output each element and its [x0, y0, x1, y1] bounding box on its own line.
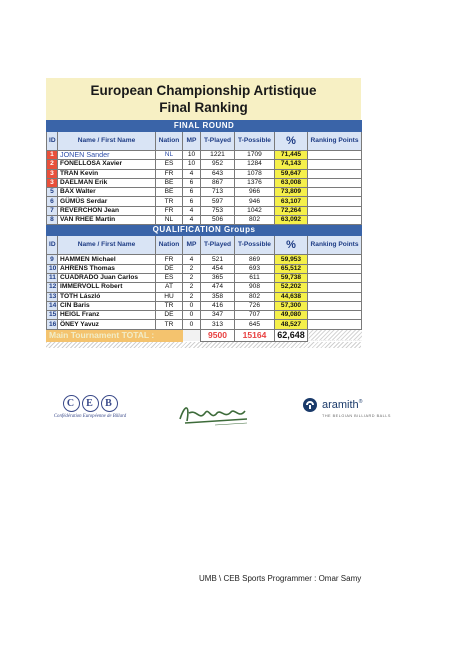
ranking-points-cell — [308, 160, 362, 169]
rank-cell: 9 — [47, 255, 58, 264]
percent-cell: 49,080 — [275, 311, 308, 320]
final-round-band — [47, 121, 362, 132]
ranking-points-cell — [308, 151, 362, 160]
player-name-cell: VAN RHEE Martin — [58, 216, 156, 225]
aramith-name — [322, 399, 362, 411]
player-name-cell: GÜMÜS Serdar — [58, 197, 156, 206]
title-line-1: European Championship Artistique — [90, 83, 317, 98]
header-tpossible: T-Possible — [235, 236, 275, 255]
qualification-header-row — [47, 236, 362, 255]
tplayed-cell: 506 — [201, 216, 235, 225]
tpossible-cell: 1376 — [235, 178, 275, 187]
percent-cell: 65,512 — [275, 264, 308, 273]
tpossible-cell: 802 — [235, 292, 275, 301]
final-round-label: FINAL ROUND — [47, 121, 362, 132]
player-name-cell: CUADRADO Juan Carlos — [58, 273, 156, 282]
title-box — [46, 78, 361, 120]
tplayed-cell: 713 — [201, 188, 235, 197]
ranking-points-cell — [308, 292, 362, 301]
ranking-points-cell — [308, 169, 362, 178]
tpossible-cell: 1709 — [235, 151, 275, 160]
tpossible-cell: 946 — [235, 197, 275, 206]
percent-cell: 73,809 — [275, 188, 308, 197]
ranking-sheet — [46, 78, 361, 348]
nation-cell: AT — [156, 283, 183, 292]
player-name-cell: ÖNEY Yavuz — [58, 320, 156, 329]
tplayed-cell: 952 — [201, 160, 235, 169]
tplayed-cell: 416 — [201, 301, 235, 310]
player-name-cell: FONELLOSA Xavier — [58, 160, 156, 169]
nation-cell: DE — [156, 311, 183, 320]
tpossible-cell: 966 — [235, 188, 275, 197]
nation-cell: BE — [156, 178, 183, 187]
mp-cell: 2 — [183, 292, 201, 301]
percent-cell: 48,527 — [275, 320, 308, 329]
aramith-registered: ® — [358, 399, 363, 405]
nation-cell: TR — [156, 301, 183, 310]
mp-cell: 2 — [183, 273, 201, 282]
percent-cell: 57,300 — [275, 301, 308, 310]
rank-cell: 1 — [47, 151, 58, 160]
table-row — [47, 273, 362, 282]
header-id: ID — [47, 132, 58, 151]
rank-cell: 11 — [47, 273, 58, 282]
player-name-cell: JONEN Sander — [58, 151, 156, 160]
final-header-row — [47, 132, 362, 151]
mp-cell: 4 — [183, 206, 201, 215]
sponsor-logos — [40, 395, 400, 435]
percent-cell: 63,107 — [275, 197, 308, 206]
tpossible-cell: 1284 — [235, 160, 275, 169]
mp-cell: 4 — [183, 169, 201, 178]
table-row — [47, 197, 362, 206]
rank-cell: 16 — [47, 320, 58, 329]
header-tplayed: T-Played — [201, 236, 235, 255]
tpossible-cell: 1078 — [235, 169, 275, 178]
table-row — [47, 255, 362, 264]
table-row — [47, 178, 362, 187]
total-percent: 62,648 — [275, 329, 308, 341]
percent-cell: 72,264 — [275, 206, 308, 215]
header-mp: MP — [183, 132, 201, 151]
nation-cell: FR — [156, 206, 183, 215]
percent-cell: 59,738 — [275, 273, 308, 282]
player-name-cell: TÓTH László — [58, 292, 156, 301]
aramith-logo — [302, 397, 412, 418]
aramith-subtitle: THE BELGIAN BILLIARD BALLS — [322, 414, 391, 418]
player-name-cell: DAELMAN Erik — [58, 178, 156, 187]
rank-cell: 8 — [47, 216, 58, 225]
nation-cell: FR — [156, 169, 183, 178]
header-id: ID — [47, 236, 58, 255]
nation-cell: TR — [156, 197, 183, 206]
ceb-letter-b: B — [101, 395, 118, 412]
percent-cell: 52,202 — [275, 283, 308, 292]
nation-cell: NL — [156, 216, 183, 225]
nation-cell: ES — [156, 273, 183, 282]
table-row — [47, 264, 362, 273]
qualification-band — [47, 225, 362, 236]
mp-cell: 2 — [183, 264, 201, 273]
tplayed-cell: 753 — [201, 206, 235, 215]
player-name-cell: HAMMEN Michael — [58, 255, 156, 264]
nation-cell: HU — [156, 292, 183, 301]
ceb-letter-c: C — [63, 395, 80, 412]
tplayed-cell: 867 — [201, 178, 235, 187]
total-hatch — [308, 329, 362, 341]
table-row — [47, 283, 362, 292]
table-row — [47, 301, 362, 310]
player-name-cell: IMMERVOLL Robert — [58, 283, 156, 292]
header-mp: MP — [183, 236, 201, 255]
player-name-cell: TRAN Kevin — [58, 169, 156, 178]
percent-cell: 63,008 — [275, 178, 308, 187]
tplayed-cell: 358 — [201, 292, 235, 301]
nation-cell: FR — [156, 255, 183, 264]
rank-cell: 7 — [47, 206, 58, 215]
hatch-divider — [46, 342, 361, 348]
nation-cell: NL — [156, 151, 183, 160]
tplayed-cell: 313 — [201, 320, 235, 329]
footer-credit: UMB \ CEB Sports Programmer : Omar Samy — [199, 574, 362, 583]
mp-cell: 2 — [183, 283, 201, 292]
ranking-points-cell — [308, 311, 362, 320]
qualification-label: QUALIFICATION Groups — [47, 225, 362, 236]
ranking-table — [46, 120, 362, 342]
rank-cell: 5 — [47, 188, 58, 197]
table-row — [47, 311, 362, 320]
nation-cell: TR — [156, 320, 183, 329]
aramith-wordmark: aramith — [322, 399, 359, 411]
mp-cell: 6 — [183, 188, 201, 197]
player-name-cell: AHRENS Thomas — [58, 264, 156, 273]
rank-cell: 10 — [47, 264, 58, 273]
ceb-subtitle: Confédération Européenne de Billard — [53, 414, 127, 419]
tpossible-cell: 707 — [235, 311, 275, 320]
table-row — [47, 160, 362, 169]
mp-cell: 0 — [183, 311, 201, 320]
ranking-points-cell — [308, 264, 362, 273]
header-nation: Nation — [156, 132, 183, 151]
rank-cell: 15 — [47, 311, 58, 320]
nation-cell: BE — [156, 188, 183, 197]
header-name: Name / First Name — [58, 132, 156, 151]
rank-cell: 13 — [47, 292, 58, 301]
player-name-cell: HEIGL Franz — [58, 311, 156, 320]
tpossible-cell: 611 — [235, 273, 275, 282]
nation-cell: DE — [156, 264, 183, 273]
table-row — [47, 216, 362, 225]
header-percent: % — [275, 132, 308, 151]
total-spacer — [183, 329, 201, 341]
ranking-points-cell — [308, 216, 362, 225]
table-row — [47, 151, 362, 160]
tplayed-cell: 643 — [201, 169, 235, 178]
header-tplayed: T-Played — [201, 132, 235, 151]
tpossible-cell: 726 — [235, 301, 275, 310]
table-row — [47, 292, 362, 301]
ranking-points-cell — [308, 255, 362, 264]
player-name-cell: BAX Walter — [58, 188, 156, 197]
ranking-points-cell — [308, 197, 362, 206]
tplayed-cell: 347 — [201, 311, 235, 320]
ceb-letter-e: E — [82, 395, 99, 412]
nation-cell: ES — [156, 160, 183, 169]
tpossible-cell: 869 — [235, 255, 275, 264]
tplayed-cell: 597 — [201, 197, 235, 206]
header-tpossible: T-Possible — [235, 132, 275, 151]
percent-cell: 74,143 — [275, 160, 308, 169]
rank-cell: 14 — [47, 301, 58, 310]
signature-logo-icon — [175, 399, 255, 429]
table-row — [47, 188, 362, 197]
rank-cell: 2 — [47, 160, 58, 169]
percent-cell: 71,445 — [275, 151, 308, 160]
tpossible-cell: 645 — [235, 320, 275, 329]
tplayed-cell: 1221 — [201, 151, 235, 160]
title-line-2: Final Ranking — [159, 100, 248, 115]
total-tpossible: 15164 — [235, 329, 275, 341]
player-name-cell: CIN Baris — [58, 301, 156, 310]
total-label: Main Tournament TOTAL : — [47, 329, 183, 341]
tpossible-cell: 1042 — [235, 206, 275, 215]
ranking-points-cell — [308, 320, 362, 329]
total-row — [47, 329, 362, 341]
header-name: Name / First Name — [58, 236, 156, 255]
mp-cell: 4 — [183, 255, 201, 264]
tplayed-cell: 454 — [201, 264, 235, 273]
aramith-ball-icon — [302, 397, 318, 413]
mp-cell: 0 — [183, 320, 201, 329]
ranking-points-cell — [308, 273, 362, 282]
table-row — [47, 206, 362, 215]
ranking-points-cell — [308, 283, 362, 292]
tplayed-cell: 521 — [201, 255, 235, 264]
tpossible-cell: 693 — [235, 264, 275, 273]
rank-cell: 12 — [47, 283, 58, 292]
table-row — [47, 320, 362, 329]
tpossible-cell: 908 — [235, 283, 275, 292]
tpossible-cell: 802 — [235, 216, 275, 225]
rank-cell: 6 — [47, 197, 58, 206]
header-nation: Nation — [156, 236, 183, 255]
percent-cell: 44,638 — [275, 292, 308, 301]
mp-cell: 0 — [183, 301, 201, 310]
ranking-points-cell — [308, 178, 362, 187]
player-name-cell: REVERCHON Jean — [58, 206, 156, 215]
ceb-logo — [40, 395, 140, 419]
percent-cell: 63,092 — [275, 216, 308, 225]
table-row — [47, 169, 362, 178]
header-ranking-points: Ranking Points — [308, 236, 362, 255]
mp-cell: 6 — [183, 178, 201, 187]
header-percent: % — [275, 236, 308, 255]
ceb-mark — [40, 395, 140, 412]
mp-cell: 4 — [183, 216, 201, 225]
percent-cell: 59,953 — [275, 255, 308, 264]
mp-cell: 10 — [183, 160, 201, 169]
mp-cell: 10 — [183, 151, 201, 160]
ranking-points-cell — [308, 188, 362, 197]
percent-cell: 59,647 — [275, 169, 308, 178]
tplayed-cell: 365 — [201, 273, 235, 282]
ranking-points-cell — [308, 301, 362, 310]
header-ranking-points: Ranking Points — [308, 132, 362, 151]
rank-cell: 3 — [47, 169, 58, 178]
mp-cell: 6 — [183, 197, 201, 206]
rank-cell: 3 — [47, 178, 58, 187]
total-tplayed: 9500 — [201, 329, 235, 341]
tplayed-cell: 474 — [201, 283, 235, 292]
ranking-points-cell — [308, 206, 362, 215]
